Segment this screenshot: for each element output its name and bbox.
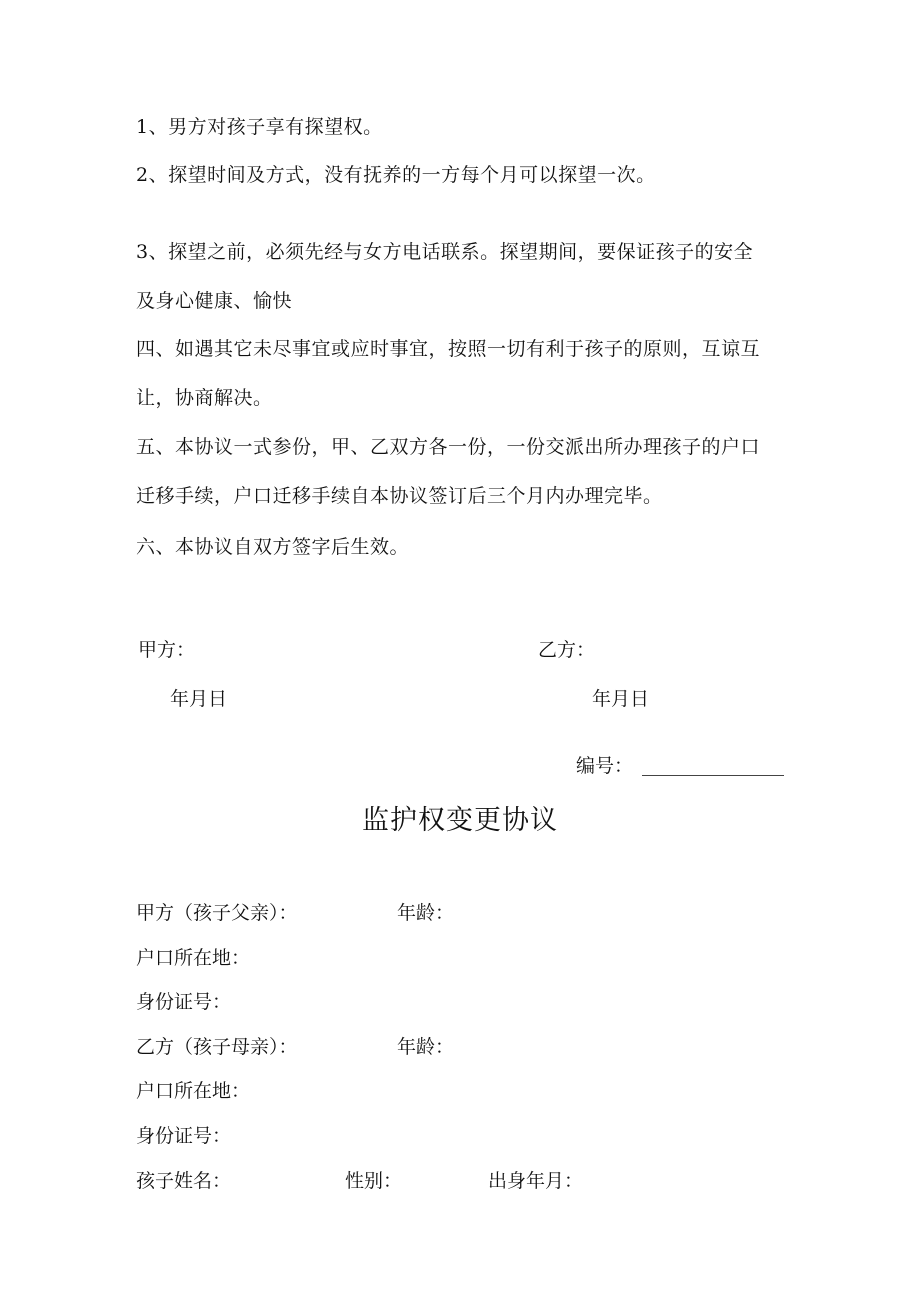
clause-4-line-2: 让，协商解决。 xyxy=(136,387,273,409)
clause-2: 2、探望时间及方式，没有抚养的一方每个月可以探望一次。 xyxy=(136,164,656,186)
party-b-signature-label: 乙方： xyxy=(538,639,596,661)
mother-id-label: 身份证号： xyxy=(136,1125,232,1147)
serial-number-blank xyxy=(642,775,784,776)
mother-age-label: 年龄： xyxy=(397,1036,455,1058)
clause-6: 六、本协议自双方签字后生效。 xyxy=(136,536,410,558)
child-gender-label: 性别： xyxy=(345,1170,403,1192)
clause-1: 1、男方对孩子享有探望权。 xyxy=(136,116,383,138)
father-age-label: 年龄： xyxy=(397,902,455,924)
mother-hukou-label: 户口所在地： xyxy=(136,1080,251,1102)
mother-label: 乙方（孩子母亲）： xyxy=(136,1036,298,1058)
child-birth-label: 出身年月： xyxy=(488,1170,584,1192)
child-name-label: 孩子姓名： xyxy=(136,1170,232,1192)
party-a-date: 年月日 xyxy=(170,688,228,710)
party-b-date: 年月日 xyxy=(592,688,650,710)
father-label: 甲方（孩子父亲）： xyxy=(136,902,298,924)
document-title: 监护权变更协议 xyxy=(362,805,558,836)
clause-4-line-1: 四、如遇其它未尽事宜或应时事宜，按照一切有利于孩子的原则，互谅互 xyxy=(136,338,761,360)
clause-5-line-2: 迁移手续，户口迁移手续自本协议签订后三个月内办理完毕。 xyxy=(136,485,663,507)
father-id-label: 身份证号： xyxy=(136,991,232,1013)
father-hukou-label: 户口所在地： xyxy=(136,947,251,969)
party-a-signature-label: 甲方： xyxy=(138,639,196,661)
clause-5-line-1: 五、本协议一式参份，甲、乙双方各一份，一份交派出所办理孩子的户口 xyxy=(136,436,761,458)
serial-number-label: 编号： xyxy=(576,755,634,777)
clause-3-line-2: 及身心健康、愉快 xyxy=(136,290,293,312)
clause-3-line-1: 3、探望之前，必须先经与女方电话联系。探望期间，要保证孩子的安全 xyxy=(136,241,754,263)
